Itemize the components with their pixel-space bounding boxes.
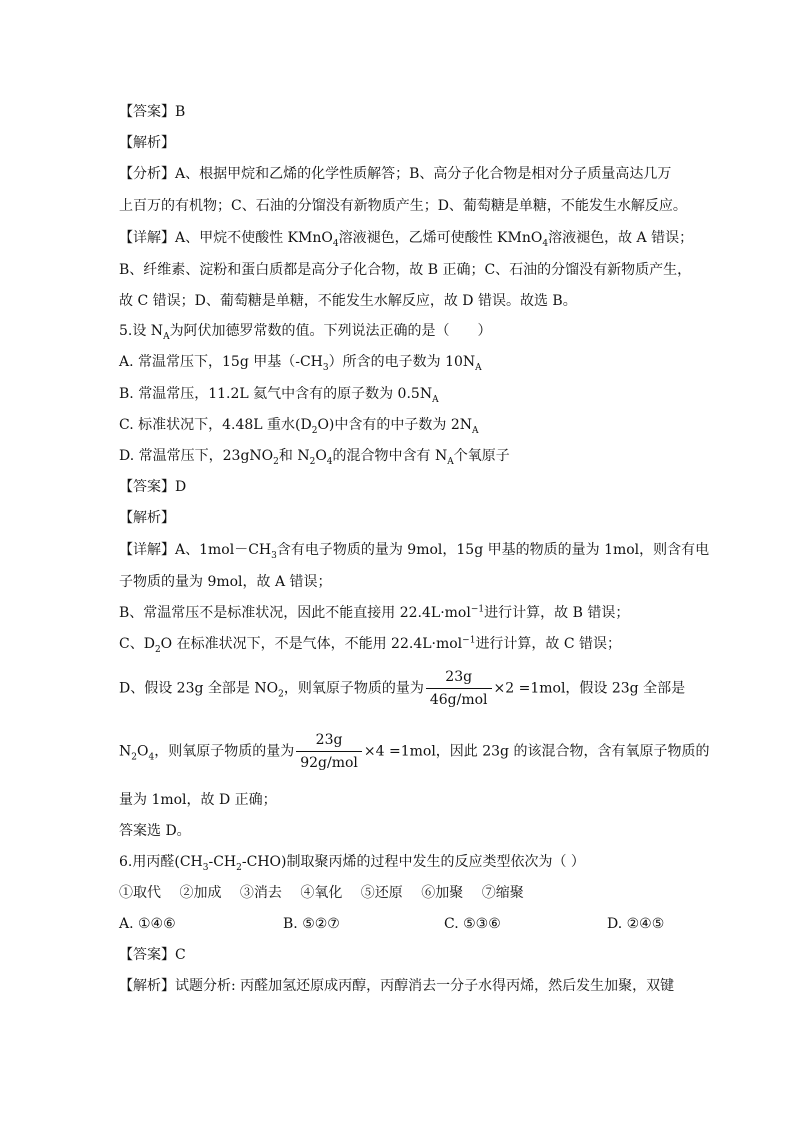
text-segment: -CH bbox=[208, 854, 237, 870]
fenxi-line-2: 上百万的有机物；C、石油的分馏没有新物质产生；D、葡萄糖是单糖，不能发生水解反应。 bbox=[119, 198, 687, 214]
answer-tag: 【答案】 bbox=[119, 104, 175, 120]
xiangjie-tag: 【详解】 bbox=[119, 542, 175, 558]
xiangjie-line-2: B、纤维素、淀粉和蛋白质都是高分子化合物，故 B 正确；C、石油的分馏没有新物质产生， bbox=[119, 262, 692, 278]
xiangjie-line-3: 故 C 错误；D、葡萄糖是单糖，不能发生水解反应，故 D 错误。故选 B。 bbox=[119, 293, 577, 309]
text-segment: ×4 =1mol，因此 23g 的该混合物，含有氧原子物质的 bbox=[363, 743, 710, 760]
fraction-denominator: 92g/mol bbox=[300, 755, 358, 771]
analysis-tag: 【解析】 bbox=[119, 978, 175, 994]
text-segment: D. 常温常压下，23gNO bbox=[119, 448, 274, 464]
question-5-stem bbox=[119, 321, 734, 341]
xiangjie5-line-6 bbox=[119, 731, 734, 772]
text-segment: 5.设 N bbox=[119, 323, 164, 339]
subscript: 4 bbox=[148, 752, 155, 763]
analysis-heading-q4: 【解析】 bbox=[119, 135, 175, 151]
answer-line-q5 bbox=[119, 477, 734, 497]
text-segment: ，则氧原子物质的量为 bbox=[283, 680, 424, 697]
text-segment: O bbox=[136, 743, 149, 760]
xiangjie-tag: 【详解】 bbox=[119, 230, 175, 246]
text-segment: 6.用丙醛(CH bbox=[119, 854, 203, 870]
fenxi-text: A、根据甲烷和乙烯的化学性质解答；B、高分子化合物是相对分子质量高达几万 bbox=[175, 166, 672, 182]
question-5-option-c bbox=[119, 415, 734, 435]
fraction-23g-over-46gmol bbox=[426, 668, 492, 709]
xiangjie5-line-8: 答案选 D。 bbox=[119, 823, 191, 839]
xiangjie5-line-2: 子物质的量为 9mol，故 A 错误； bbox=[119, 574, 332, 590]
text-segment: 和 N bbox=[278, 448, 310, 464]
text-segment: ×2 =1mol，假设 23g 全部是 bbox=[493, 680, 686, 697]
analysis-heading-q5: 【解析】 bbox=[119, 510, 175, 526]
subscript: 2 bbox=[278, 689, 284, 700]
text-segment: 个氧原子 bbox=[453, 448, 510, 464]
text-segment: 为阿伏加德罗常数的值。下列说法正确的是（ ） bbox=[169, 323, 492, 339]
text-segment: 溶液褪色，乙烯可使酸性 KMnO bbox=[338, 230, 543, 246]
subscript: A bbox=[163, 331, 170, 342]
subscript: 4 bbox=[332, 238, 339, 249]
xiangjie5-line-3 bbox=[119, 603, 734, 623]
fraction-numerator: 23g bbox=[426, 668, 492, 689]
subscript: 2 bbox=[236, 862, 242, 873]
fenxi-tag: 【分析】 bbox=[119, 166, 175, 182]
subscript: 3 bbox=[322, 362, 329, 373]
question-5-option-a bbox=[119, 352, 734, 372]
question-6-stem bbox=[119, 852, 734, 872]
answer-tag: 【答案】 bbox=[119, 947, 175, 963]
answer-line-q6 bbox=[119, 945, 734, 965]
text-segment: 含有电子物质的量为 9mol，15g 甲基的物质的量为 1mol，则含有电 bbox=[276, 542, 710, 558]
text-segment: C. 标准状况下，4.48L 重水(D bbox=[119, 417, 312, 433]
text-segment: A、甲烷不使酸性 KMnO bbox=[175, 230, 333, 246]
question-6-items: ①取代 ②加成 ③消去 ④氧化 ⑤还原 ⑥加聚 ⑦缩聚 bbox=[119, 885, 524, 901]
answer-line-q4 bbox=[119, 102, 734, 122]
xiangjie5-line-7: 量为 1mol，故 D 正确； bbox=[119, 792, 277, 808]
subscript: 2 bbox=[154, 644, 161, 655]
xiangjie5-line-1 bbox=[119, 540, 734, 560]
text-segment: -CHO)制取聚丙烯的过程中发生的反应类型依次为（ ） bbox=[241, 854, 585, 870]
text-segment: 进行计算，故 C 错误； bbox=[475, 636, 622, 652]
text-segment: N bbox=[119, 743, 132, 760]
subscript: 4 bbox=[326, 456, 333, 467]
fraction-23g-over-92gmol bbox=[296, 731, 362, 772]
superscript: −1 bbox=[462, 635, 476, 646]
answer-tag: 【答案】 bbox=[119, 479, 175, 495]
text-segment: A、1mol－CH bbox=[175, 542, 272, 558]
text-segment: A. 常温常压下，15g 甲基（-CH bbox=[119, 354, 323, 370]
subscript: 3 bbox=[271, 550, 277, 561]
xiangjie5-line-5 bbox=[119, 668, 734, 709]
text-segment: D、假设 23g 全部是 NO bbox=[119, 680, 279, 697]
fraction-numerator: 23g bbox=[296, 731, 362, 752]
answer-value: B bbox=[175, 104, 186, 120]
text-segment: B. 常温常压，11.2L 氦气中含有的原子数为 0.5N bbox=[119, 386, 433, 402]
subscript: 3 bbox=[202, 862, 209, 873]
question-6-option-c: C. ⑤③⑥ bbox=[444, 916, 501, 932]
subscript: A bbox=[475, 362, 482, 373]
fenxi-line-1 bbox=[119, 164, 734, 184]
analysis-line-q6 bbox=[119, 976, 734, 996]
question-6-option-b: B. ⑤②⑦ bbox=[283, 916, 340, 932]
fraction-denominator: 46g/mol bbox=[429, 692, 488, 708]
text-segment: ，则氧原子物质的量为 bbox=[154, 743, 295, 760]
analysis-text: 试题分析: 丙醛加氢还原成丙醇，丙醇消去一分子水得丙烯，然后发生加聚，双键 bbox=[175, 978, 675, 994]
question-6-option-d: D. ②④⑤ bbox=[607, 916, 665, 932]
text-segment: ）所含的电子数为 10N bbox=[328, 354, 476, 370]
xiangjie-line-1 bbox=[119, 228, 734, 248]
question-5-option-b bbox=[119, 384, 734, 404]
text-segment: 的混合物中含有 N bbox=[332, 448, 448, 464]
answer-value: C bbox=[175, 947, 186, 963]
superscript: −1 bbox=[470, 604, 485, 615]
text-segment: O)中含有的中子数为 2N bbox=[317, 417, 472, 433]
text-segment: C、D bbox=[119, 636, 155, 652]
subscript: 4 bbox=[542, 238, 549, 249]
text-segment: 进行计算，故 B 错误； bbox=[484, 605, 630, 621]
xiangjie5-line-4 bbox=[119, 634, 734, 654]
subscript: 2 bbox=[273, 456, 279, 467]
question-6-option-a: A. ①④⑥ bbox=[119, 916, 176, 932]
subscript: A bbox=[447, 456, 454, 467]
text-segment: O 在标准状况下，不是气体，不能用 22.4L·mol bbox=[160, 636, 463, 652]
subscript: A bbox=[432, 394, 439, 405]
question-5-option-d bbox=[119, 446, 734, 466]
text-segment: 溶液褪色，故 A 错误； bbox=[548, 230, 694, 246]
subscript: 2 bbox=[131, 752, 137, 763]
subscript: A bbox=[472, 425, 479, 436]
subscript: 2 bbox=[311, 425, 318, 436]
answer-value: D bbox=[175, 479, 187, 495]
subscript: 2 bbox=[309, 456, 316, 467]
text-segment: O bbox=[315, 448, 327, 464]
text-segment: B、常温常压不是标准状况，因此不能直接用 22.4L·mol bbox=[119, 605, 471, 621]
